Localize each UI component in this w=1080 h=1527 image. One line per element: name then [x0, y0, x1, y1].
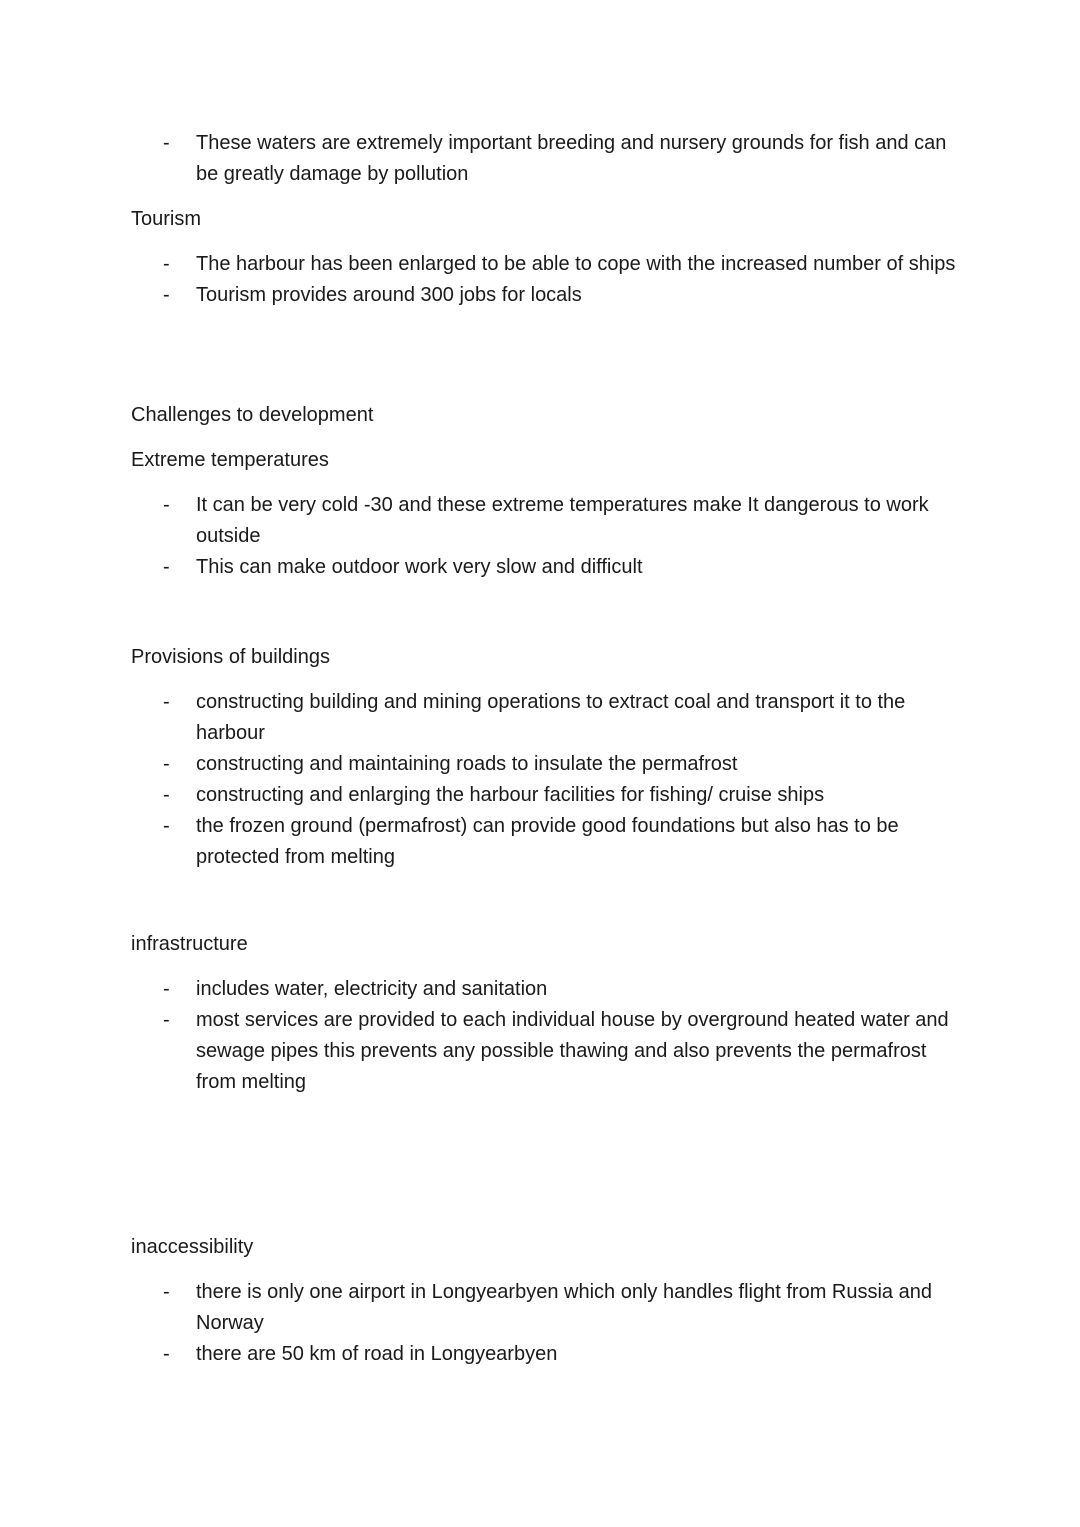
- bullet-dash: -: [163, 132, 170, 154]
- bullet-dash: -: [163, 1281, 170, 1303]
- bullet-dash: -: [163, 691, 170, 713]
- bullet-text: constructing and enlarging the harbour facilities for fishing/ cruise ships: [196, 784, 825, 806]
- list-item: [131, 780, 961, 811]
- section-heading-tourism: Tourism: [131, 208, 202, 230]
- section-heading-challenges: Challenges to development: [131, 404, 374, 426]
- bullet-dash: -: [163, 1009, 170, 1031]
- bullet-dash: -: [163, 978, 170, 1000]
- bullet-text: most services are provided to each individual house by overground heated water and sewage pipes this prevents any possible thawing and also prevents the permafrost from melting: [196, 1009, 949, 1093]
- list-item: [131, 1005, 961, 1098]
- bullet-text: Tourism provides around 300 jobs for locals: [196, 284, 582, 306]
- section-heading-extreme-temperatures: Extreme temperatures: [131, 449, 329, 471]
- list-item: [131, 1277, 961, 1339]
- bullet-text: the frozen ground (permafrost) can provide good foundations but also has to be protected from melting: [196, 815, 899, 868]
- list-item: [131, 128, 961, 190]
- bullet-text: It can be very cold -30 and these extreme temperatures make It dangerous to work outside: [196, 494, 929, 547]
- bullet-dash: -: [163, 253, 170, 275]
- bullet-list-extreme-temperatures: [131, 490, 961, 583]
- list-item: [131, 490, 961, 552]
- bullet-list-tourism: [131, 249, 961, 311]
- bullet-list-infrastructure: [131, 974, 961, 1098]
- bullet-dash: -: [163, 494, 170, 516]
- bullet-text: This can make outdoor work very slow and difficult: [196, 556, 643, 578]
- list-item: [131, 811, 961, 873]
- bullet-dash: -: [163, 784, 170, 806]
- bullet-dash: -: [163, 284, 170, 306]
- list-item: [131, 552, 961, 583]
- list-item: [131, 1339, 961, 1370]
- bullet-text: These waters are extremely important breeding and nursery grounds for fish and can be greatly damage by pollution: [196, 132, 947, 185]
- bullet-list-provisions: [131, 687, 961, 873]
- bullet-text: there are 50 km of road in Longyearbyen: [196, 1343, 558, 1365]
- section-heading-infrastructure: infrastructure: [131, 933, 248, 955]
- bullet-list-pollution: [131, 128, 961, 190]
- bullet-text: The harbour has been enlarged to be able to cope with the increased number of ships: [196, 253, 956, 275]
- bullet-dash: -: [163, 556, 170, 578]
- bullet-text: includes water, electricity and sanitation: [196, 978, 548, 1000]
- bullet-text: constructing and maintaining roads to insulate the permafrost: [196, 753, 738, 775]
- list-item: [131, 974, 961, 1005]
- list-item: [131, 280, 961, 311]
- bullet-text: there is only one airport in Longyearbyen which only handles flight from Russia and Norway: [196, 1281, 932, 1334]
- list-item: [131, 687, 961, 749]
- bullet-dash: -: [163, 1343, 170, 1365]
- section-heading-provisions: Provisions of buildings: [131, 646, 330, 668]
- bullet-dash: -: [163, 753, 170, 775]
- list-item: [131, 249, 961, 280]
- list-item: [131, 749, 961, 780]
- bullet-list-inaccessibility: [131, 1277, 961, 1370]
- section-heading-inaccessibility: inaccessibility: [131, 1236, 254, 1258]
- bullet-dash: -: [163, 815, 170, 837]
- bullet-text: constructing building and mining operations to extract coal and transport it to the harbour: [196, 691, 906, 744]
